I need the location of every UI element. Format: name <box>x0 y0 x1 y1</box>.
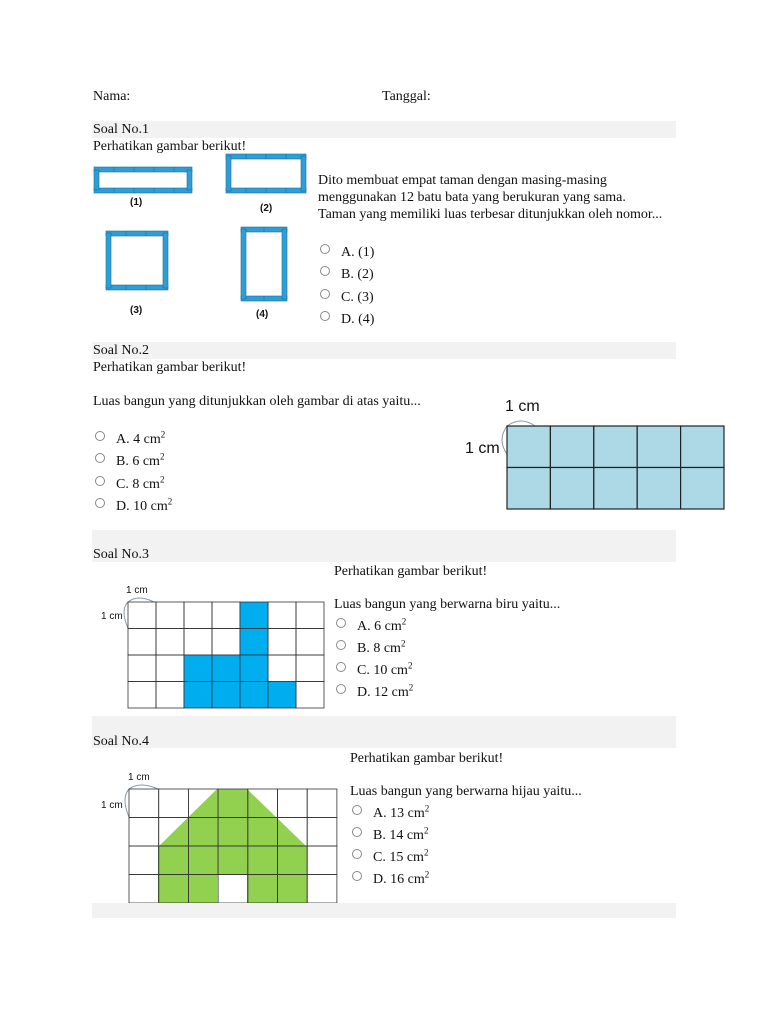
grid-cell <box>240 655 268 682</box>
grid-cell <box>268 629 296 656</box>
grid-cell <box>156 602 184 629</box>
grid-cell <box>507 468 550 510</box>
q1-garden-1 <box>94 167 192 193</box>
grid-cell <box>128 602 156 629</box>
grid-cell <box>212 682 240 709</box>
grid-cell <box>594 426 637 468</box>
grid-cell <box>240 682 268 709</box>
q4-instruction: Perhatikan gambar berikut! <box>350 751 504 766</box>
q4-option-c-label[interactable]: C. 15 $cm^2$ <box>373 847 429 865</box>
q2-option-b-radio[interactable] <box>95 453 105 463</box>
q2-option-b-label[interactable]: B. 6 $cm^2$ <box>116 451 165 469</box>
q4-option-a-label[interactable]: A. 13 $cm^2$ <box>373 803 430 821</box>
q4-option-b-label[interactable]: B. 14 $cm^2$ <box>373 825 429 843</box>
q1-option-b-radio[interactable] <box>320 266 330 276</box>
grid-cell <box>307 789 337 818</box>
q1-option-c-radio[interactable] <box>320 289 330 299</box>
q3-option-c-label[interactable]: C. 10 $cm^2$ <box>357 660 413 678</box>
q1-figure-label-4: (4) <box>256 309 269 320</box>
grid-cell <box>268 682 296 709</box>
q3-instruction: Perhatikan gambar berikut! <box>334 564 488 579</box>
q2-option-c-radio[interactable] <box>95 476 105 486</box>
grid-cell <box>129 818 159 847</box>
q3-title: Soal No.3 <box>93 547 149 562</box>
q4-grid-side-label: 1 cm <box>101 800 123 811</box>
grid-cell <box>156 629 184 656</box>
grid-cell <box>307 875 337 904</box>
q1-instruction: Perhatikan gambar berikut! <box>93 139 247 154</box>
q2-option-d-radio[interactable] <box>95 498 105 508</box>
grid-cell <box>212 655 240 682</box>
q4-option-a-radio[interactable] <box>352 805 362 815</box>
grid-cell <box>129 789 159 818</box>
grid-cell <box>129 846 159 875</box>
grid-cell <box>278 789 308 818</box>
grid-cell <box>129 875 159 904</box>
q1-title: Soal No.1 <box>93 122 149 137</box>
grid-cell <box>184 655 212 682</box>
tanggal-label: Tanggal: <box>382 89 431 104</box>
grid-cell <box>307 818 337 847</box>
q3-option-d-label[interactable]: D. 12 $cm^2$ <box>357 682 414 700</box>
q3-option-b-label[interactable]: B. 8 $cm^2$ <box>357 638 406 656</box>
grid-cell <box>637 468 680 510</box>
q2-instruction: Perhatikan gambar berikut! <box>93 360 247 375</box>
grid-cell <box>184 682 212 709</box>
grid-cell <box>681 468 724 510</box>
q3-option-b-radio[interactable] <box>336 640 346 650</box>
q3-option-d-radio[interactable] <box>336 684 346 694</box>
q4-option-b-radio[interactable] <box>352 827 362 837</box>
grid-cell <box>594 468 637 510</box>
q3-title-band <box>92 530 676 562</box>
q4-title: Soal No.4 <box>93 734 149 749</box>
grid-cell <box>296 655 324 682</box>
q1-figure-label-1: (1) <box>130 197 143 208</box>
grid-cell <box>184 629 212 656</box>
q4-option-c-radio[interactable] <box>352 849 362 859</box>
bottom-band <box>92 903 676 918</box>
q2-grid-side-label: 1 cm <box>465 440 500 457</box>
q2-title-band <box>92 342 676 359</box>
grid-cell <box>156 655 184 682</box>
q3-grid-side-label: 1 cm <box>101 611 123 622</box>
q1-garden-4 <box>241 227 287 301</box>
grid-cell <box>240 629 268 656</box>
q1-option-b-label[interactable]: B. (2) <box>341 267 374 282</box>
grid-cell <box>128 655 156 682</box>
grid-cell <box>156 682 184 709</box>
q3-option-a-radio[interactable] <box>336 618 346 628</box>
q4-grid-top-label: 1 cm <box>128 772 150 783</box>
q1-garden-2 <box>226 154 306 193</box>
grid-cell <box>268 602 296 629</box>
grid-cell <box>307 846 337 875</box>
grid-cell <box>184 602 212 629</box>
grid-cell <box>212 629 240 656</box>
grid-cell <box>550 426 593 468</box>
grid-cell <box>296 682 324 709</box>
q3-grid <box>118 592 328 712</box>
grid-cell <box>212 602 240 629</box>
q1-option-a-label[interactable]: A. (1) <box>341 245 375 260</box>
q2-option-a-radio[interactable] <box>95 431 105 441</box>
q2-title: Soal No.2 <box>93 343 149 358</box>
q4-question: Luas bangun yang berwarna hijau yaitu... <box>350 784 582 799</box>
nama-label: Nama: <box>93 89 131 104</box>
grid-cell <box>240 602 268 629</box>
grid-cell <box>296 629 324 656</box>
grid-cell <box>550 468 593 510</box>
q1-option-a-radio[interactable] <box>320 244 330 254</box>
q1-title-band <box>92 121 676 138</box>
q1-option-d-radio[interactable] <box>320 311 330 321</box>
q3-option-c-radio[interactable] <box>336 662 346 672</box>
q1-garden-3 <box>106 231 168 290</box>
grid-cell <box>296 602 324 629</box>
grid-cell <box>128 682 156 709</box>
q4-title-band <box>92 716 676 748</box>
q2-option-c-label[interactable]: C. 8 $cm^2$ <box>116 474 165 492</box>
q1-figure <box>90 150 320 310</box>
q2-grid-top-label: 1 cm <box>505 398 540 415</box>
grid-cell <box>681 426 724 468</box>
q4-option-d-label[interactable]: D. 16 $cm^2$ <box>373 869 430 887</box>
q1-question: Dito membuat empat taman dengan masing-masing menggunakan 12 batu bata yang berukuran yang sama. Taman yang memiliki luas terbesar ditunjukkan oleh nomor... <box>318 173 663 222</box>
q4-grid <box>120 780 335 905</box>
grid-cell <box>268 655 296 682</box>
q1-figure-label-2: (2) <box>260 203 273 214</box>
q3-question: Luas bangun yang berwarna biru yaitu... <box>334 597 561 612</box>
grid-cell <box>637 426 680 468</box>
q1-option-d-label[interactable]: D. (4) <box>341 312 375 327</box>
q1-figure-label-3: (3) <box>130 305 143 316</box>
q2-grid <box>495 414 735 534</box>
q2-option-d-label[interactable]: D. 10 $cm^2$ <box>116 496 173 514</box>
q1-option-c-label[interactable]: C. (3) <box>341 290 374 305</box>
q2-option-a-label[interactable]: A. 4 $cm^2$ <box>116 429 166 447</box>
grid-cell <box>507 426 550 468</box>
grid-cell <box>159 789 189 818</box>
q4-option-d-radio[interactable] <box>352 871 362 881</box>
q3-grid-top-label: 1 cm <box>126 585 148 596</box>
grid-cell <box>128 629 156 656</box>
q3-option-a-label[interactable]: A. 6 $cm^2$ <box>357 616 407 634</box>
q2-question: Luas bangun yang ditunjukkan oleh gambar di atas yaitu... <box>93 394 421 409</box>
